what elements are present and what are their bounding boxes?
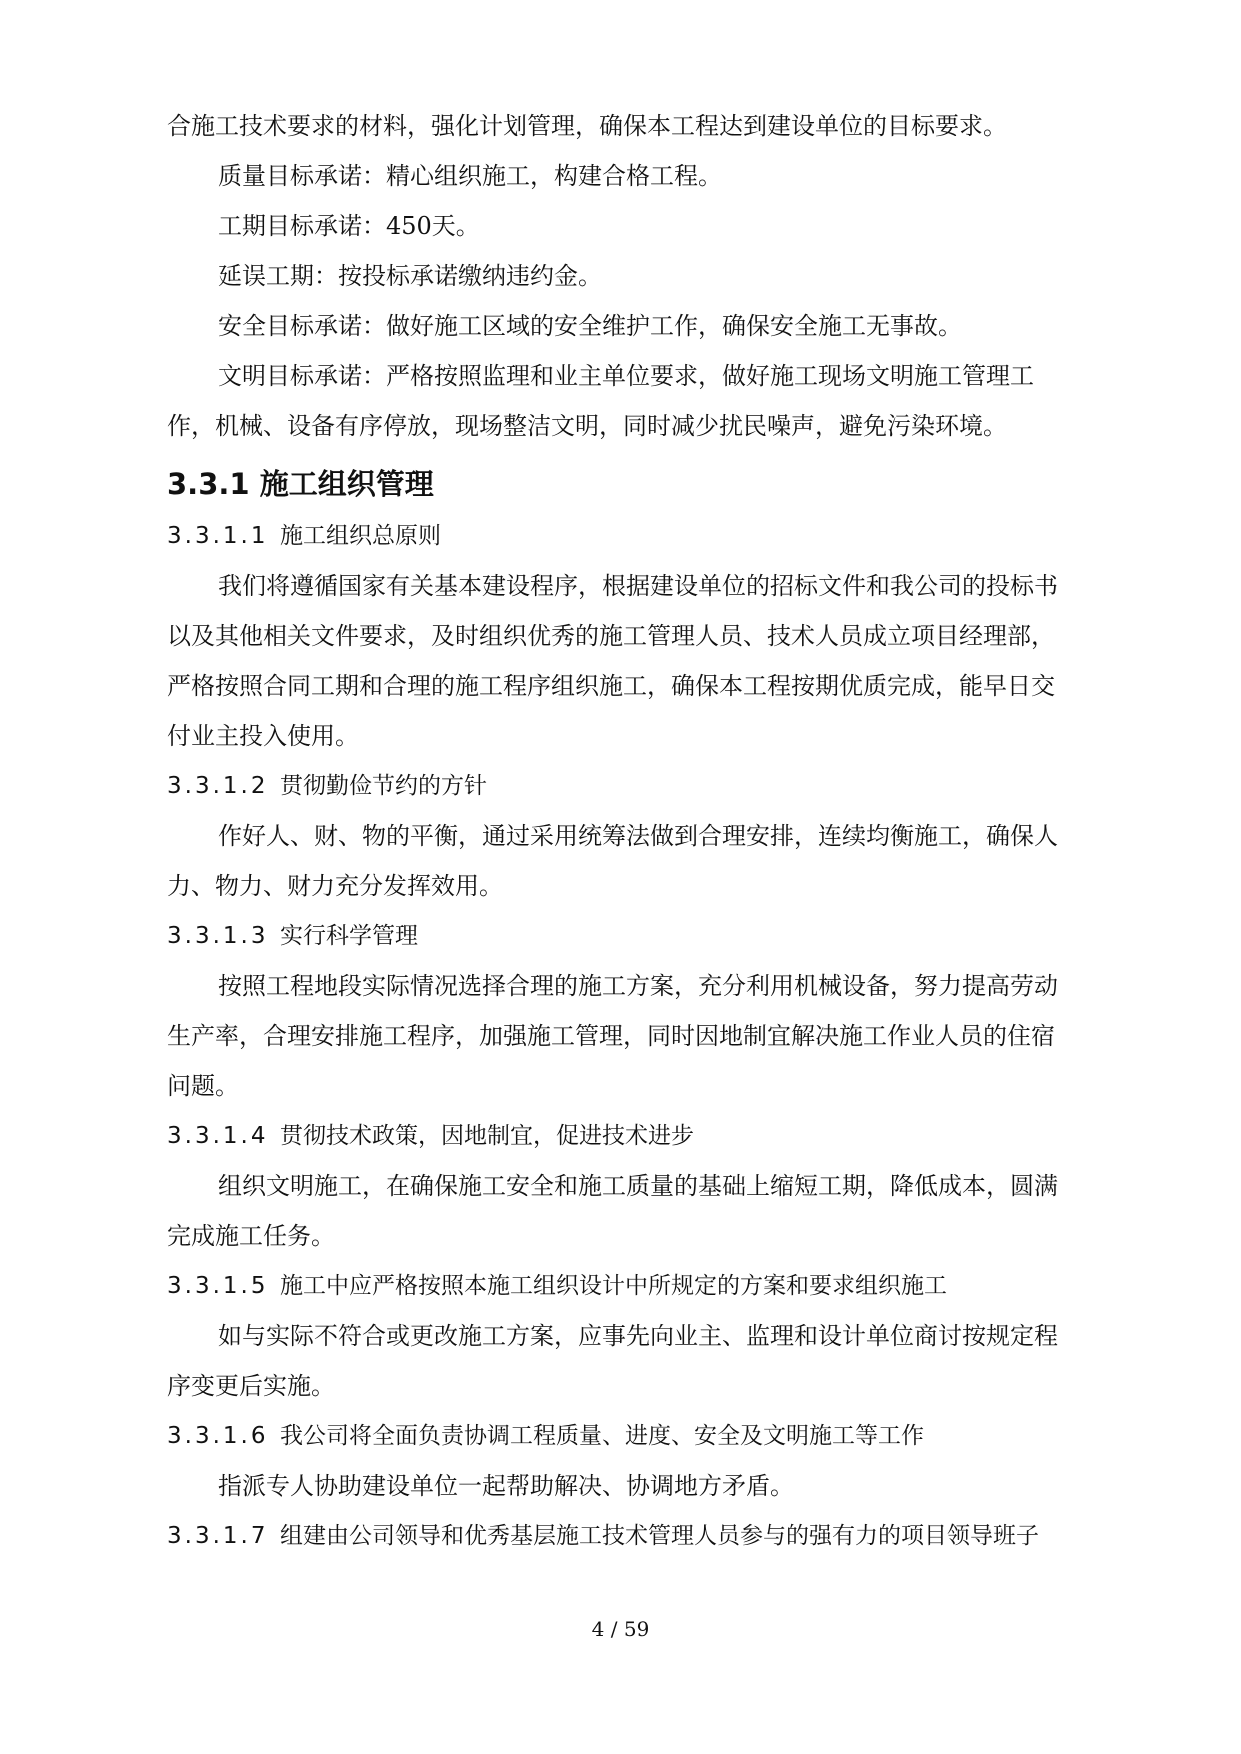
subsection-heading (167, 1511, 1077, 1561)
paragraph: 合施工技术要求的材料，强化计划管理，确保本工程达到建设单位的目标要求。 (167, 112, 1007, 140)
paragraph: 工期目标承诺：450天。 (218, 212, 480, 240)
subsection-number: 3.3.1.7 (167, 1523, 269, 1549)
section-number: 3.3.1 (167, 467, 250, 501)
subsection-number: 3.3.1.3 (167, 923, 269, 949)
paragraph: 质量目标承诺：精心组织施工，构建合格工程。 (218, 162, 722, 190)
subsection-heading (167, 1111, 1077, 1161)
paragraph: 安全目标承诺：做好施工区域的安全维护工作，确保安全施工无事故。 (218, 312, 962, 340)
paragraph: 延误工期：按投标承诺缴纳违约金。 (218, 262, 602, 290)
page-content (167, 101, 1077, 1561)
paragraph: 我们将遵循国家有关基本建设程序，根据建设单位的招标文件和我公司的投标书以及其他相关文件要求，及时组织优秀的施工管理人员、技术人员成立项目经理部，严格按照合同工期和合理的施工程序组织施工，确保本工程按期优质完成，能早日交付业主投入使用。 (167, 572, 1058, 750)
page-number: 4 / 59 (591, 1617, 650, 1641)
subsection-title: 贯彻技术政策，因地制宜，促进技术进步 (280, 1123, 694, 1149)
subsection-title: 施工组织总原则 (280, 523, 441, 549)
section-heading (167, 459, 1077, 509)
section-title: 施工组织管理 (259, 467, 434, 501)
subsection-title: 施工中应严格按照本施工组织设计中所规定的方案和要求组织施工 (280, 1273, 947, 1299)
paragraph: 组织文明施工，在确保施工安全和施工质量的基础上缩短工期，降低成本，圆满完成施工任务。 (167, 1172, 1058, 1250)
subsection-heading (167, 1411, 1077, 1461)
subsection-title: 我公司将全面负责协调工程质量、进度、安全及文明施工等工作 (280, 1423, 924, 1449)
paragraph: 按照工程地段实际情况选择合理的施工方案，充分利用机械设备，努力提高劳动生产率，合理安排施工程序，加强施工管理，同时因地制宜解决施工作业人员的住宿问题。 (167, 972, 1058, 1100)
subsection-heading (167, 511, 1077, 561)
subsection-title: 组建由公司领导和优秀基层施工技术管理人员参与的强有力的项目领导班子 (280, 1523, 1039, 1549)
subsection-heading (167, 761, 1077, 811)
paragraph: 作好人、财、物的平衡，通过采用统筹法做到合理安排，连续均衡施工，确保人力、物力、财力充分发挥效用。 (167, 822, 1058, 900)
subsection-number: 3.3.1.6 (167, 1423, 269, 1449)
subsection-title: 贯彻勤俭节约的方针 (280, 773, 487, 799)
paragraph: 如与实际不符合或更改施工方案，应事先向业主、监理和设计单位商讨按规定程序变更后实施。 (167, 1322, 1058, 1400)
subsection-number: 3.3.1.1 (167, 523, 269, 549)
subsection-heading (167, 911, 1077, 961)
subsection-number: 3.3.1.2 (167, 773, 269, 799)
subsection-number: 3.3.1.4 (167, 1123, 269, 1149)
subsection-heading (167, 1261, 1077, 1311)
subsection-number: 3.3.1.5 (167, 1273, 269, 1299)
paragraph: 文明目标承诺：严格按照监理和业主单位要求，做好施工现场文明施工管理工作，机械、设备有序停放，现场整洁文明，同时减少扰民噪声，避免污染环境。 (167, 362, 1034, 440)
subsection-title: 实行科学管理 (280, 923, 418, 949)
paragraph: 指派专人协助建设单位一起帮助解决、协调地方矛盾。 (218, 1472, 794, 1500)
